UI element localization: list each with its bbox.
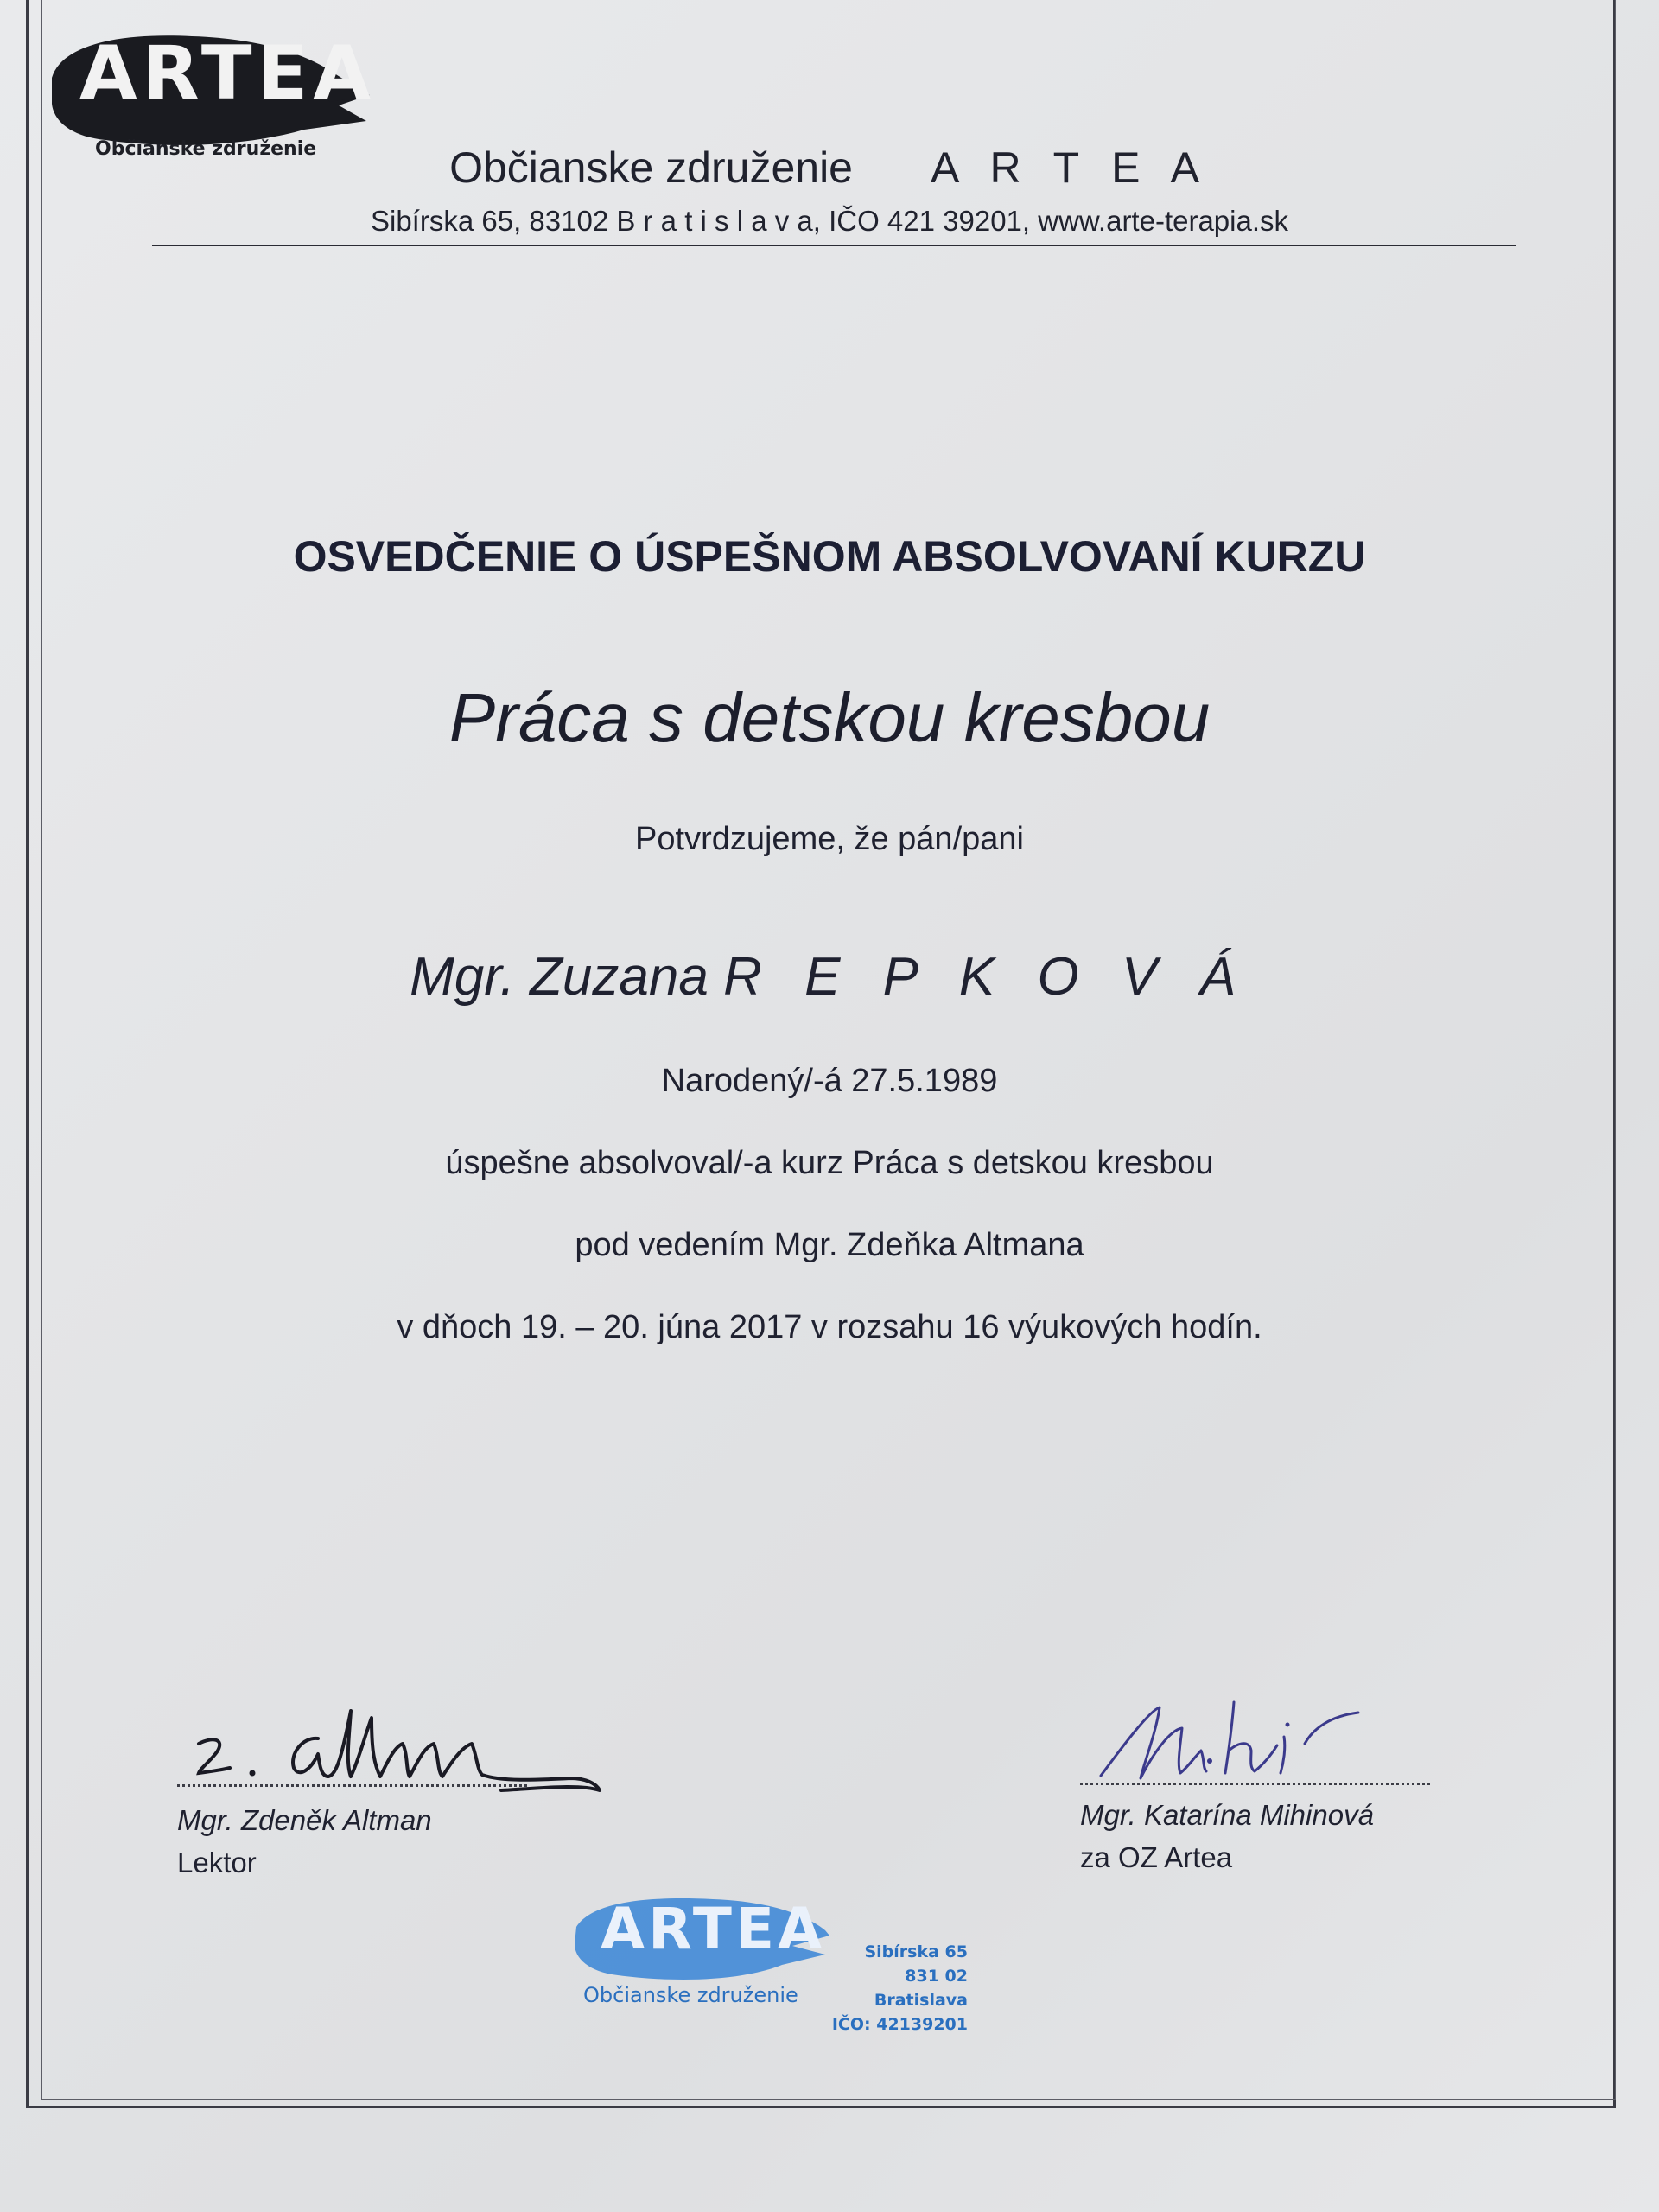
instructor-text: pod vedením Mgr. Zdeňka Altmana bbox=[575, 1227, 1084, 1263]
artea-stamp bbox=[566, 1892, 1015, 2034]
stamp-address-city: 831 02 Bratislava bbox=[874, 1967, 968, 2010]
organization-address: Sibírska 65, 83102 B r a t i s l a v a, IČO 421 39201, www.arte-terapia.sk bbox=[370, 205, 1289, 237]
course-dates-text: v dňoch 19. – 20. júna 2017 v rozsahu 16 výukových hodín. bbox=[397, 1309, 1262, 1345]
header-divider bbox=[152, 245, 1516, 246]
completion-text: úspešne absolvoval/-a kurz Práca s detskou kresbou bbox=[445, 1145, 1214, 1181]
stamp-address-ico: IČO: 42139201 bbox=[831, 2015, 968, 2034]
organization-label: Občianske združenie bbox=[449, 143, 853, 192]
stamp-wordmark: ARTEA bbox=[601, 1896, 826, 1962]
logo-wordmark: ARTEA bbox=[79, 30, 376, 117]
confirmation-text: Potvrdzujeme, že pán/pani bbox=[635, 821, 1024, 857]
organization-name: A R T E A bbox=[930, 143, 1210, 192]
stamp-address bbox=[817, 1940, 968, 2037]
signature-line-left bbox=[177, 1784, 527, 1787]
certificate-title: OSVEDČENIE O ÚSPEŠNOM ABSOLVOVANÍ KURZU bbox=[293, 532, 1366, 581]
stamp-address-street: Sibírska 65 bbox=[864, 1942, 968, 1961]
signatory-name-left: Mgr. Zdeněk Altman bbox=[177, 1804, 432, 1836]
signatory-name-right: Mgr. Katarína Mihinová bbox=[1080, 1799, 1374, 1831]
course-name: Práca s detskou kresbou bbox=[448, 679, 1211, 756]
logo-subtitle: Občianske združenie bbox=[95, 138, 317, 160]
recipient-surname: R E P K O V Á bbox=[723, 947, 1249, 1007]
recipient-name bbox=[0, 946, 1659, 1007]
signatory-role-left: Lektor bbox=[177, 1847, 257, 1878]
stamp-subtitle: Občianske združenie bbox=[583, 1983, 798, 2007]
recipient-first-name: Mgr. Zuzana bbox=[410, 947, 709, 1007]
signature-line-right bbox=[1080, 1783, 1430, 1785]
signatory-role-right: za OZ Artea bbox=[1080, 1841, 1233, 1873]
organization-heading bbox=[0, 143, 1659, 193]
birth-date-text: Narodený/-á 27.5.1989 bbox=[661, 1063, 998, 1099]
